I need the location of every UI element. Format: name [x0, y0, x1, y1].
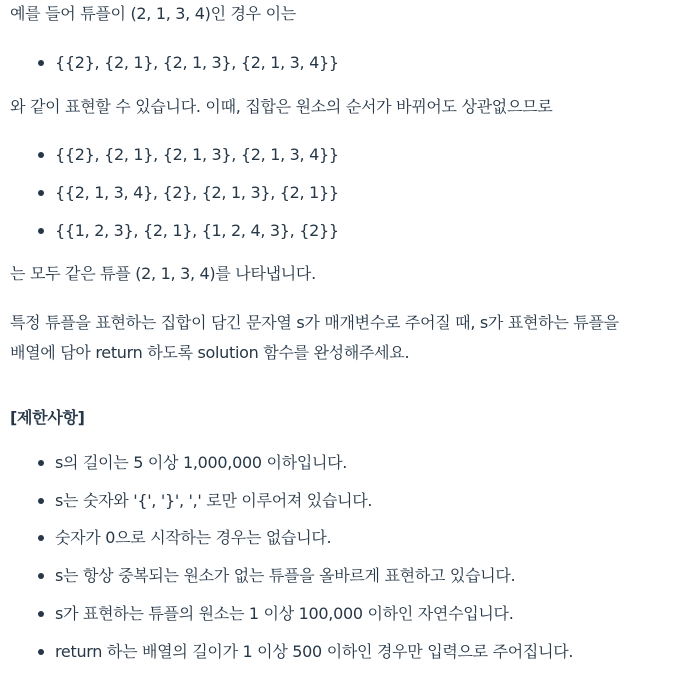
bullet-icon: [38, 228, 44, 234]
constraint-item: 숫자가 0으로 시작하는 경우는 없습니다.: [55, 528, 332, 547]
bullet-icon: [38, 611, 44, 617]
list-item: {{2, 1, 3, 4}, {2}, {2, 1, 3}, {2, 1}}: [55, 183, 339, 202]
constraints-heading: [제한사항]: [10, 408, 85, 427]
constraint-item: s는 숫자와 '{', '}', ',' 로만 이루어져 있습니다.: [55, 491, 373, 510]
bullet-icon: [38, 535, 44, 541]
bullet-icon: [38, 152, 44, 158]
constraint-item: return 하는 배열의 길이가 1 이상 500 이하인 경우만 입력으로 주어집니다.: [55, 642, 574, 661]
list-item: {{1, 2, 3}, {2, 1}, {1, 2, 4, 3}, {2}}: [55, 221, 339, 240]
middle-text: 와 같이 표현할 수 있습니다. 이때, 집합은 원소의 순서가 바뀌어도 상관없으므로: [10, 97, 553, 116]
list-item: {{2}, {2, 1}, {2, 1, 3}, {2, 1, 3, 4}}: [55, 53, 339, 72]
bullet-icon: [38, 498, 44, 504]
bullet-icon: [38, 649, 44, 655]
bullet-icon: [38, 60, 44, 66]
bullet-icon: [38, 460, 44, 466]
bullet-icon: [38, 190, 44, 196]
task-text-line-1: 특정 튜플을 표현하는 집합이 담긴 문자열 s가 매개변수로 주어질 때, s가 표현하는 튜플을: [10, 313, 619, 332]
task-text-line-2: 배열에 담아 return 하도록 solution 함수를 완성해주세요.: [10, 343, 410, 362]
constraint-item: s가 표현하는 튜플의 원소는 1 이상 100,000 이하인 자연수입니다.: [55, 604, 514, 623]
constraint-item: s는 항상 중복되는 원소가 없는 튜플을 올바르게 표현하고 있습니다.: [55, 566, 516, 585]
list-item: {{2}, {2, 1}, {2, 1, 3}, {2, 1, 3, 4}}: [55, 145, 339, 164]
constraint-item: s의 길이는 5 이상 1,000,000 이하입니다.: [55, 453, 348, 472]
conclusion-text: 는 모두 같은 튜플 (2, 1, 3, 4)를 나타냅니다.: [10, 264, 316, 283]
intro-text: 예를 들어 튜플이 (2, 1, 3, 4)인 경우 이는: [10, 4, 296, 23]
bullet-icon: [38, 573, 44, 579]
